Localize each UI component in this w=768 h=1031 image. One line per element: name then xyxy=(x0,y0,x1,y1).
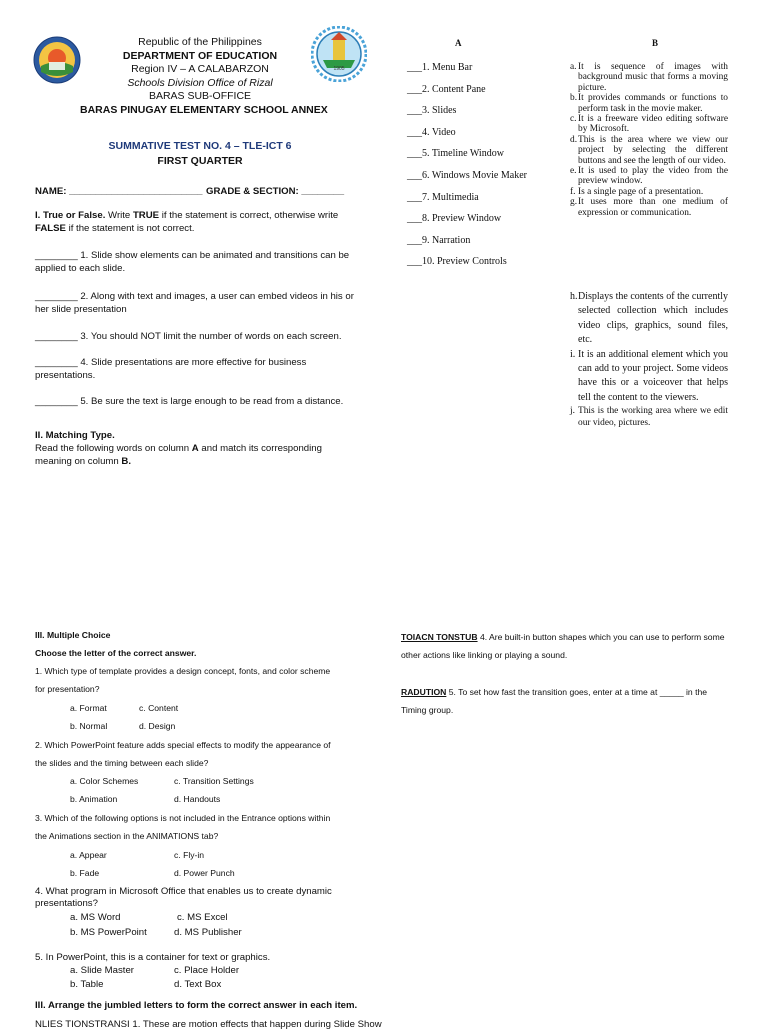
col-b-item: h. Displays the contents of the currently selected collection which includes video clips, graphics, sound files, etc. xyxy=(570,291,728,346)
col-a-item: ___4. Video xyxy=(407,126,456,138)
header-block xyxy=(80,36,328,117)
col-b-item: e. It is used to play the video from the preview window. xyxy=(570,166,728,187)
mc-q4-opt-b: b. MS PowerPoint xyxy=(70,927,147,938)
header-region: Region IV – A CALABARZON xyxy=(131,63,269,75)
mc-q3-opt-b: b. Fade xyxy=(70,868,100,878)
part2-title: II. Matching Type. xyxy=(35,430,115,441)
mc-q3-cont: the Animations section in the ANIMATIONS tab? xyxy=(35,831,219,841)
col-b-item: c. It is a freeware video editing software by Microsoft. xyxy=(570,114,728,135)
header-republic: Republic of the Philippines xyxy=(138,36,262,48)
mc-q3-opt-a: a. Appear xyxy=(70,850,107,860)
tf-item-4: ________ 4. Slide presentations are more effective for business presentations. xyxy=(35,357,307,381)
tf-item-3: ________ 3. You should NOT limit the number of words on each screen. xyxy=(35,331,342,342)
col-a-item: ___6. Windows Movie Maker xyxy=(407,169,527,181)
col-a-item: ___3. Slides xyxy=(407,105,457,117)
mc-q1: 1. Which type of template provides a design concept, fonts, and color scheme xyxy=(35,666,331,676)
column-b-list-bottom xyxy=(570,290,728,429)
tf-item-1: ________ 1. Slide show elements can be animated and transitions can be applied to each slide. xyxy=(35,250,350,274)
part4-title: III. Arrange the jumbled letters to form the correct answer in each item. xyxy=(35,1000,358,1011)
mc-q2-opt-c: c. Transition Settings xyxy=(174,776,254,786)
col-a-item: ___10. Preview Controls xyxy=(407,256,507,268)
part3-subtitle: Choose the letter of the correct answer. xyxy=(35,648,197,658)
seal-year-text: 1905 xyxy=(333,66,345,72)
false-word: FALSE xyxy=(35,222,66,234)
mc-q2-opt-b: b. Animation xyxy=(70,794,118,804)
mc-q4: 4. What program in Microsoft Office that enables us to create dynamic presentations? xyxy=(35,886,332,909)
quarter-label: FIRST QUARTER xyxy=(157,155,243,167)
mc-q5-opt-c: c. Place Holder xyxy=(174,965,240,976)
col-b-item: j. This is the working area where we edit our video, pictures. xyxy=(570,406,728,429)
header-school: BARAS PINUGAY ELEMENTARY SCHOOL ANNEX xyxy=(80,103,328,116)
jumbled-word-4: TOIACN TONSTUB xyxy=(401,632,478,642)
header-deped: DEPARTMENT OF EDUCATION xyxy=(122,49,278,62)
mc-q4-opt-c: c. MS Excel xyxy=(177,912,228,923)
mc-q4-opt-a: a. MS Word xyxy=(70,912,121,923)
col-b-item: b. It provides commands or functions to perform task in the movie maker. xyxy=(570,93,728,114)
part1-instructions: I. True or False. Write TRUE if the statement is correct, otherwise write FALSE if the statement is not correct. xyxy=(35,210,339,234)
mc-q5-opt-b: b. Table xyxy=(70,979,104,990)
mc-q3-opt-d: d. Power Punch xyxy=(174,868,235,878)
part1-title: I. True or False. xyxy=(35,210,106,221)
col-b-item: d. This is the area where we view our project by selecting the different buttons and see the length of our video. xyxy=(570,134,728,166)
jumbled-word-5: RADUTION xyxy=(401,687,447,697)
mc-q1-cont: for presentation? xyxy=(35,684,100,694)
col-b-item: i. It is an additional element which you can add to your project. Some videos have this or a voiceover that helps tell the content to the viewers. xyxy=(570,348,728,403)
column-a-list xyxy=(407,62,527,278)
col-b-word: B. xyxy=(121,455,131,467)
mc-q1-opt-d: d. Design xyxy=(139,721,176,731)
part2-instructions: Read the following words on column A and match its corresponding meaning on column B. xyxy=(35,443,322,467)
mc-q1-opt-b: b. Normal xyxy=(70,721,108,731)
mc-q3: 3. Which of the following options is not included in the Entrance options within xyxy=(35,813,331,823)
header-suboffice: BARAS SUB-OFFICE xyxy=(148,90,252,102)
col-a-item: ___2. Content Pane xyxy=(407,83,486,95)
col-b-item: a. It is sequence of images with background music that forms a moving picture. xyxy=(570,62,728,93)
mc-q1-opt-c: c. Content xyxy=(139,703,179,713)
column-b-list-top xyxy=(570,62,728,218)
tf-item-5: ________ 5. Be sure the text is large enough to be read from a distance. xyxy=(35,396,344,407)
col-a-item: ___1. Menu Bar xyxy=(407,62,473,73)
jumbled-item-5: RADUTION 5. To set how fast the transition goes, enter at a time at _____ in the Timing group. xyxy=(401,687,708,715)
mc-q2-opt-a: a. Color Schemes xyxy=(70,776,139,786)
col-b-item: f. Is a single page of a presentation. xyxy=(570,186,704,197)
mc-q2: 2. Which PowerPoint feature adds special effects to modify the appearance of xyxy=(35,740,331,750)
test-title: SUMMATIVE TEST NO. 4 – TLE-ICT 6 xyxy=(108,140,292,152)
name-field: NAME: _________________________ xyxy=(35,186,203,197)
mc-q2-cont: the slides and the timing between each slide? xyxy=(35,758,209,768)
tf-item-2: ________ 2. Along with text and images, a user can embed videos in his or her slide presentation xyxy=(35,291,354,315)
col-b-item: g. It uses more than one medium of expression or communication. xyxy=(570,197,728,218)
true-word: TRUE xyxy=(132,210,160,221)
part3-title: III. Multiple Choice xyxy=(35,630,111,640)
part4-item1-cut: NLIES TIONSTRANSI 1. These are motion effects that happen during Slide Show xyxy=(35,1019,382,1030)
col-a-item: ___9. Narration xyxy=(407,234,471,246)
mc-q5: 5. In PowerPoint, this is a container for text or graphics. xyxy=(35,952,271,963)
jumbled-item-4: TOIACN TONSTUB 4. Are built-in button shapes which you can use to perform some other actions like linking or playing a sound. xyxy=(401,632,725,660)
mc-q2-opt-d: d. Handouts xyxy=(174,794,221,804)
mc-q5-opt-a: a. Slide Master xyxy=(70,965,134,976)
deped-seal-left xyxy=(33,36,81,84)
grade-section-field: GRADE & SECTION: ________ xyxy=(206,186,345,197)
col-a-item: ___5. Timeline Window xyxy=(407,148,504,160)
col-a-item: ___8. Preview Window xyxy=(407,213,502,225)
column-a-head: A xyxy=(455,38,462,48)
col-a-word: A xyxy=(191,443,199,454)
mc-q1-opt-a: a. Format xyxy=(70,703,107,713)
column-b-head: B xyxy=(652,38,659,48)
mc-q5-opt-d: d. Text Box xyxy=(174,979,222,990)
col-a-item: ___7. Multimedia xyxy=(407,191,479,203)
mc-q4-opt-d: d. MS Publisher xyxy=(174,927,242,938)
mc-q3-opt-c: c. Fly-in xyxy=(174,850,205,860)
header-division: Schools Division Office of Rizal xyxy=(127,76,273,89)
